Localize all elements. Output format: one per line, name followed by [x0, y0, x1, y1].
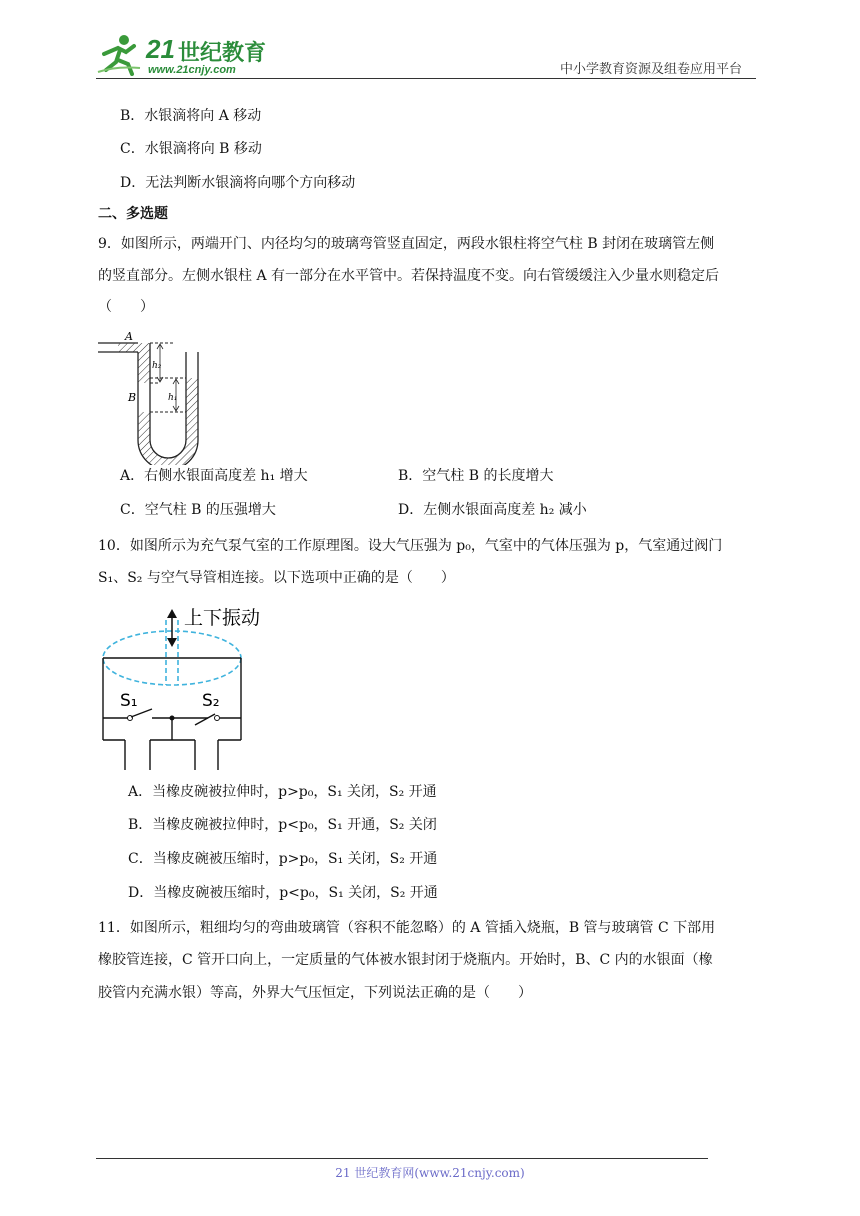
q10-option-a: A．当橡皮碗被拉伸时，p>p₀，S₁ 关闭，S₂ 开通	[128, 784, 437, 800]
header-divider	[96, 78, 756, 79]
q9-option-c: C．空气柱 B 的压强增大	[120, 502, 276, 518]
footer-divider	[96, 1158, 708, 1159]
fig-label-b: B	[128, 391, 137, 404]
q9-option-b: B．空气柱 B 的长度增大	[398, 468, 554, 484]
q8-option-b: B．水银滴将向 A 移动	[120, 108, 262, 124]
fig-label-h1: h₁	[168, 393, 178, 403]
q9-stem-line2: 的竖直部分。左侧水银柱 A 有一部分在水平管中。若保持温度不变。向右管缓缓注入少量水则稳定后	[98, 268, 720, 284]
q10-pump-figure	[100, 600, 275, 770]
q10-stem-line2: S₁、S₂ 与空气导管相连接。以下选项中正确的是（ ）	[98, 570, 455, 586]
q8-option-c: C．水银滴将向 B 移动	[120, 141, 262, 157]
q9-u-tube-figure	[98, 330, 208, 465]
header-platform-text: 中小学教育资源及组卷应用平台	[560, 62, 743, 77]
q11-stem-line3: 胶管内充满水银）等高，外界大气压恒定，下列说法正确的是（ ）	[98, 985, 532, 1001]
q10-option-d: D．当橡皮碗被压缩时，p<p₀，S₁ 关闭，S₂ 开通	[128, 885, 438, 901]
brand-url: www.21cnjy.com	[148, 64, 236, 76]
q8-option-d: D．无法判断水银滴将向哪个方向移动	[120, 175, 356, 191]
vibrate-label: 上下振动	[184, 607, 261, 629]
section-title: 二、多选题	[98, 206, 168, 222]
fig-label-h2: h₂	[152, 361, 162, 371]
runner-logo-icon	[96, 32, 144, 76]
q9-stem-line1: 9．如图所示，两端开门、内径均匀的玻璃弯管竖直固定，两段水银柱将空气柱 B 封闭在玻璃管左侧	[98, 236, 715, 252]
q11-stem-line2: 橡胶管连接，C 管开口向上，一定质量的气体被水银封闭于烧瓶内。开始时，B、C 内的水银面（橡	[98, 952, 713, 968]
header-logo	[96, 30, 266, 80]
q9-option-a: A．右侧水银面高度差 h₁ 增大	[120, 468, 308, 484]
brand-name: 世纪教育	[178, 41, 267, 66]
brand-number: 21	[146, 34, 175, 64]
valve-s1-label: S₁	[120, 691, 138, 711]
fig-label-a: A	[125, 330, 133, 343]
q11-stem-line1: 11．如图所示，粗细均匀的弯曲玻璃管（容积不能忽略）的 A 管插入烧瓶，B 管与玻璃管 C 下部用	[98, 920, 716, 936]
q9-option-d: D．左侧水银面高度差 h₂ 减小	[398, 502, 587, 518]
valve-s2-label: S₂	[202, 691, 220, 711]
footer-text: 21 世纪教育网(www.21cnjy.com)	[335, 1166, 525, 1180]
q9-stem-line3: （ ）	[98, 299, 154, 315]
q10-stem-line1: 10．如图所示为充气泵气室的工作原理图。设大气压强为 p₀，气室中的气体压强为 p，气室通过阀门	[98, 538, 723, 554]
q10-option-b: B．当橡皮碗被拉伸时，p<p₀，S₁ 开通，S₂ 关闭	[128, 817, 437, 833]
q10-option-c: C．当橡皮碗被压缩时，p>p₀，S₁ 关闭，S₂ 开通	[128, 851, 438, 867]
